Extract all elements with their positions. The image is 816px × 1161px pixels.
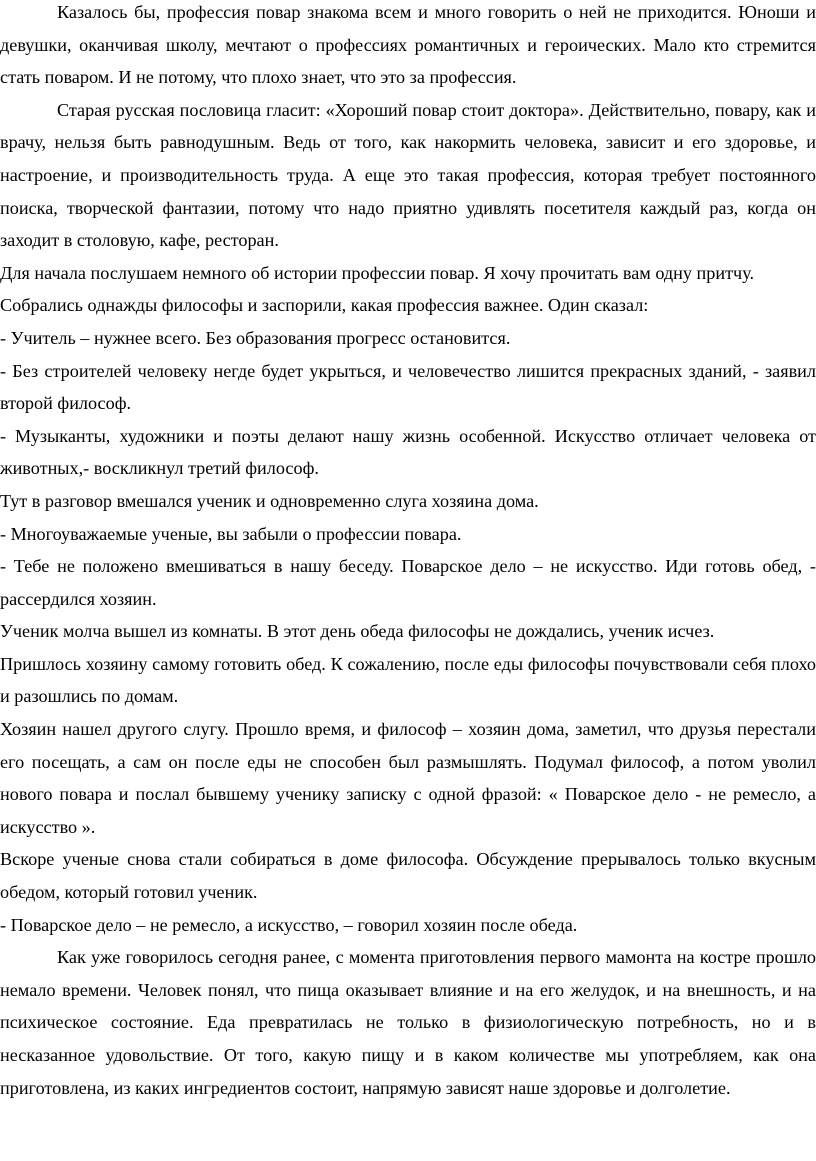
paragraph-3: Для начала послушаем немного об истории профессии повар. Я хочу прочитать вам одну притчу. bbox=[0, 262, 755, 283]
paragraph-9: - Многоуважаемые ученые, вы забыли о профессии повара. bbox=[0, 523, 462, 544]
paragraph-8: Тут в разговор вмешался ученик и одновременно слуга хозяина дома. bbox=[0, 490, 539, 511]
paragraph-2: Старая русская пословица гласит: «Хороший повар стоит доктора». Действительно, повару, как и врачу, нельзя быть равнодушным. Ведь от того, как накормить человека, зависит и его здоровье, и настроение, и производительность труда. А еще это такая профессия, которая требует постоянного поиска, творческой фантазии, потому что надо приятно удивлять посетителя каждый раз, когда он заходит в столовую, кафе, ресторан. bbox=[0, 99, 816, 251]
paragraph-5: - Учитель – нужнее всего. Без образования прогресс остановится. bbox=[0, 327, 511, 348]
paragraph-12: Пришлось хозяину самому готовить обед. К сожалению, после еды философы почувствовали себя плохо и разошлись по домам. bbox=[0, 653, 816, 707]
paragraph-14: Вскоре ученые снова стали собираться в доме философа. Обсуждение прерывалось только вкусным обедом, который готовил ученик. bbox=[0, 849, 816, 903]
paragraph-10: - Тебе не положено вмешиваться в нашу беседу. Поварское дело – не искусство. Иди готовь обед, - рассердился хозяин. bbox=[0, 556, 816, 609]
paragraph-13: Хозяин нашел другого слугу. Прошло время, и философ – хозяин дома, заметил, что друзья перестали его посещать, а сам он после еды не способен был размышлять. Подумал философ, а потом уволил нового повара и послал бывшему ученику записку с одной фразой: « Поварское дело - не ремесло, а искусство ». bbox=[0, 719, 816, 837]
paragraph-7: - Музыканты, художники и поэты делают нашу жизнь особенной. Искусство отличает человека от животных,- воскликнул третий философ. bbox=[0, 425, 816, 479]
paragraph-4: Собрались однажды философы и заспорили, какая профессия важнее. Один сказал: bbox=[0, 295, 649, 316]
paragraph-11: Ученик молча вышел из комнаты. В этот день обеда философы не дождались, ученик исчез. bbox=[0, 621, 715, 642]
paragraph-15: - Поварское дело – не ремесло, а искусство, – говорил хозяин после обеда. bbox=[0, 914, 578, 935]
paragraph-6: - Без строителей человеку негде будет укрыться, и человечество лишится прекрасных зданий, - заявил второй философ. bbox=[0, 360, 816, 414]
paragraph-16: Как уже говорилось сегодня ранее, с момента приготовления первого мамонта на костре прошло немало времени. Человек понял, что пища оказывает влияние и на его желудок, и на внешность, и на психическое состояние. Еда превратилась не только в физиологическую потребность, но и в несказанное удовольствие. От того, какую пищу и в каком количестве мы употребляем, как она приготовлена, из каких ингредиентов состоит, напрямую зависят наше здоровье и долголетие. bbox=[0, 947, 816, 1098]
paragraph-1: Казалось бы, профессия повар знакома всем и много говорить о ней не приходится. Юноши и девушки, оканчивая школу, мечтают о профессиях романтичных и героических. Мало кто стремится стать поваром. И не потому, что плохо знает, что это за профессия. bbox=[0, 2, 816, 88]
